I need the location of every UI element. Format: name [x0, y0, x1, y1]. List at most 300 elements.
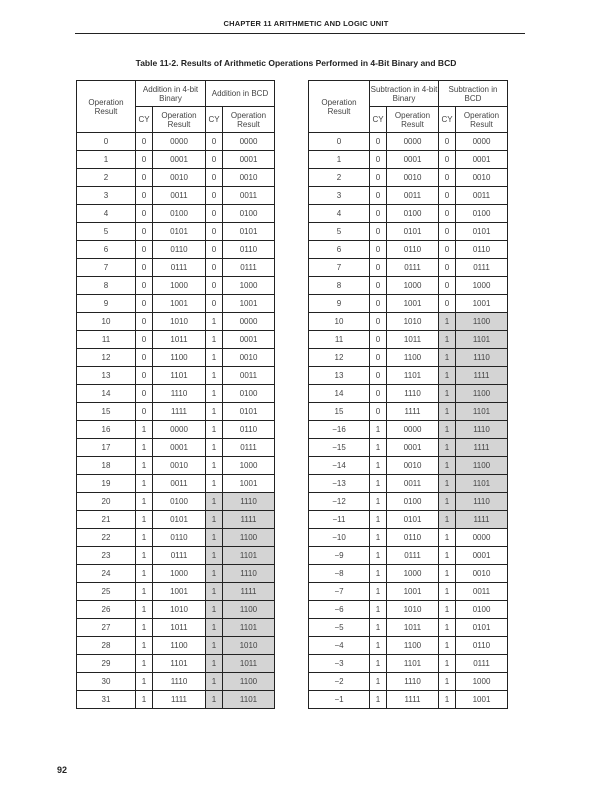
table-row: [77, 295, 275, 313]
table-row: [77, 529, 275, 547]
bcd-cy: 0: [439, 151, 456, 169]
binary-cy: 1: [370, 583, 387, 601]
binary-result: 1100: [387, 637, 439, 655]
binary-result: 0101: [387, 223, 439, 241]
row-result: 4: [309, 205, 370, 223]
bcd-cy: 1: [439, 691, 456, 709]
bcd-cy: 1: [439, 583, 456, 601]
bcd-cy: 1: [439, 349, 456, 367]
bcd-result: 0000: [223, 133, 275, 151]
bcd-result: 0110: [223, 421, 275, 439]
bcd-result: 0111: [223, 439, 275, 457]
row-result: 22: [77, 529, 136, 547]
binary-cy: 1: [136, 547, 153, 565]
binary-cy: 0: [136, 277, 153, 295]
binary-result: 1011: [153, 331, 206, 349]
row-result: 7: [77, 259, 136, 277]
table-row: [77, 277, 275, 295]
col-cy: CY: [136, 107, 153, 133]
bcd-cy: 1: [206, 601, 223, 619]
row-result: 27: [77, 619, 136, 637]
table-row: [77, 241, 275, 259]
binary-result: 0000: [387, 133, 439, 151]
table-row: [77, 655, 275, 673]
binary-cy: 0: [136, 169, 153, 187]
bcd-result: 1001: [223, 295, 275, 313]
binary-cy: 0: [370, 205, 387, 223]
bcd-cy: 1: [439, 313, 456, 331]
row-result: −5: [309, 619, 370, 637]
bcd-cy: 0: [439, 241, 456, 259]
bcd-cy: 0: [439, 295, 456, 313]
bcd-result: 1110: [223, 565, 275, 583]
row-result: −7: [309, 583, 370, 601]
row-result: 13: [77, 367, 136, 385]
page-number: 92: [57, 765, 68, 775]
binary-cy: 1: [136, 637, 153, 655]
binary-result: 0000: [153, 421, 206, 439]
row-result: 4: [77, 205, 136, 223]
bcd-result: 1001: [456, 691, 508, 709]
bcd-cy: 1: [206, 529, 223, 547]
binary-cy: 0: [370, 241, 387, 259]
bcd-result: 0100: [223, 205, 275, 223]
row-result: 17: [77, 439, 136, 457]
table-row: [77, 403, 275, 421]
row-result: 1: [309, 151, 370, 169]
binary-cy: 0: [136, 151, 153, 169]
row-result: 0: [309, 133, 370, 151]
binary-cy: 0: [136, 331, 153, 349]
table-row: [309, 673, 508, 691]
row-result: 10: [77, 313, 136, 331]
row-result: 15: [309, 403, 370, 421]
bcd-result: 0010: [456, 565, 508, 583]
binary-result: 1101: [387, 367, 439, 385]
row-result: 15: [77, 403, 136, 421]
bcd-cy: 0: [206, 223, 223, 241]
col-cy: CY: [370, 107, 387, 133]
binary-result: 1001: [387, 295, 439, 313]
subtraction-table: [308, 80, 508, 709]
bcd-result: 0011: [456, 583, 508, 601]
row-result: −6: [309, 601, 370, 619]
row-result: −1: [309, 691, 370, 709]
table-row: [309, 511, 508, 529]
row-result: 2: [77, 169, 136, 187]
bcd-result: 1100: [223, 529, 275, 547]
row-result: 10: [309, 313, 370, 331]
binary-cy: 1: [370, 439, 387, 457]
row-result: 25: [77, 583, 136, 601]
table-row: [309, 655, 508, 673]
bcd-cy: 1: [439, 601, 456, 619]
row-result: 28: [77, 637, 136, 655]
bcd-result: 0110: [456, 241, 508, 259]
table-row: [77, 565, 275, 583]
bcd-result: 1111: [223, 583, 275, 601]
binary-result: 0101: [387, 511, 439, 529]
bcd-cy: 0: [439, 223, 456, 241]
binary-result: 0011: [153, 187, 206, 205]
row-result: 9: [77, 295, 136, 313]
bcd-result: 0011: [223, 187, 275, 205]
binary-cy: 1: [370, 619, 387, 637]
binary-result: 1000: [153, 277, 206, 295]
bcd-cy: 1: [439, 619, 456, 637]
col-op-result: Operation Result: [387, 107, 439, 133]
col-operation-result: Operation Result: [77, 81, 136, 133]
bcd-cy: 1: [439, 331, 456, 349]
bcd-cy: 1: [206, 655, 223, 673]
bcd-result: 0101: [223, 403, 275, 421]
bcd-result: 0100: [456, 205, 508, 223]
bcd-cy: 1: [206, 619, 223, 637]
binary-result: 0011: [387, 475, 439, 493]
binary-result: 1010: [387, 601, 439, 619]
row-result: 18: [77, 457, 136, 475]
binary-cy: 0: [370, 133, 387, 151]
row-result: 8: [309, 277, 370, 295]
table-row: [309, 223, 508, 241]
binary-result: 1100: [153, 349, 206, 367]
bcd-result: 1001: [456, 295, 508, 313]
bcd-result: 1000: [456, 673, 508, 691]
table-row: [77, 637, 275, 655]
row-result: 12: [309, 349, 370, 367]
binary-result: 1010: [153, 601, 206, 619]
table-row: [309, 349, 508, 367]
binary-result: 1101: [387, 655, 439, 673]
table-row: [77, 187, 275, 205]
bcd-result: 0110: [456, 637, 508, 655]
bcd-cy: 0: [206, 241, 223, 259]
bcd-cy: 1: [206, 547, 223, 565]
binary-cy: 1: [136, 619, 153, 637]
col-op-result: Operation Result: [456, 107, 508, 133]
row-result: −12: [309, 493, 370, 511]
bcd-result: 0101: [456, 619, 508, 637]
bcd-result: 0001: [456, 151, 508, 169]
binary-cy: 0: [370, 187, 387, 205]
binary-result: 0001: [153, 439, 206, 457]
bcd-result: 1000: [223, 457, 275, 475]
bcd-cy: 0: [206, 151, 223, 169]
table-row: [309, 151, 508, 169]
bcd-cy: 1: [206, 349, 223, 367]
binary-result: 0100: [387, 205, 439, 223]
bcd-result: 1101: [223, 619, 275, 637]
binary-result: 1110: [153, 385, 206, 403]
bcd-result: 0111: [456, 655, 508, 673]
bcd-cy: 1: [206, 367, 223, 385]
row-result: 11: [77, 331, 136, 349]
row-result: 12: [77, 349, 136, 367]
row-result: 23: [77, 547, 136, 565]
table-row: [309, 133, 508, 151]
binary-result: 1001: [387, 583, 439, 601]
binary-result: 1001: [153, 295, 206, 313]
table-row: [77, 673, 275, 691]
table-row: [309, 277, 508, 295]
binary-result: 0111: [153, 547, 206, 565]
table-row: [77, 151, 275, 169]
bcd-result: 0111: [456, 259, 508, 277]
binary-result: 0100: [153, 205, 206, 223]
bcd-result: 0010: [223, 169, 275, 187]
bcd-cy: 1: [439, 493, 456, 511]
bcd-cy: 1: [439, 547, 456, 565]
bcd-result: 1110: [456, 349, 508, 367]
binary-result: 0000: [153, 133, 206, 151]
binary-result: 0100: [153, 493, 206, 511]
binary-result: 1111: [387, 403, 439, 421]
binary-cy: 1: [136, 583, 153, 601]
table-row: [309, 313, 508, 331]
bcd-cy: 1: [206, 691, 223, 709]
row-result: −4: [309, 637, 370, 655]
binary-cy: 0: [136, 349, 153, 367]
table-row: [309, 241, 508, 259]
row-result: 31: [77, 691, 136, 709]
bcd-cy: 1: [439, 529, 456, 547]
binary-result: 1011: [153, 619, 206, 637]
table-row: [309, 601, 508, 619]
bcd-result: 1100: [456, 313, 508, 331]
binary-result: 0001: [387, 151, 439, 169]
binary-result: 0110: [153, 529, 206, 547]
bcd-cy: 1: [439, 421, 456, 439]
table-row: [309, 583, 508, 601]
bcd-cy: 1: [206, 511, 223, 529]
row-result: 3: [77, 187, 136, 205]
binary-result: 1011: [387, 619, 439, 637]
binary-result: 1110: [387, 385, 439, 403]
row-result: −14: [309, 457, 370, 475]
row-result: 14: [77, 385, 136, 403]
table-row: [309, 493, 508, 511]
binary-result: 0000: [387, 421, 439, 439]
row-result: 8: [77, 277, 136, 295]
bcd-cy: 0: [206, 259, 223, 277]
bcd-result: 1101: [456, 403, 508, 421]
binary-result: 0110: [387, 529, 439, 547]
binary-cy: 0: [136, 403, 153, 421]
row-result: 0: [77, 133, 136, 151]
binary-result: 1011: [387, 331, 439, 349]
row-result: 11: [309, 331, 370, 349]
table-title: Table 11-2. Results of Arithmetic Operations Performed in 4-Bit Binary and BCD: [135, 58, 457, 68]
row-result: −11: [309, 511, 370, 529]
table-row: [77, 583, 275, 601]
binary-result: 0101: [153, 223, 206, 241]
binary-cy: 1: [370, 637, 387, 655]
binary-cy: 1: [136, 457, 153, 475]
binary-result: 1111: [153, 691, 206, 709]
binary-cy: 1: [136, 475, 153, 493]
binary-result: 1101: [153, 367, 206, 385]
binary-cy: 0: [370, 403, 387, 421]
bcd-cy: 0: [206, 187, 223, 205]
binary-result: 1111: [153, 403, 206, 421]
col-cy: CY: [439, 107, 456, 133]
binary-result: 1110: [153, 673, 206, 691]
binary-cy: 1: [370, 565, 387, 583]
table-row: [77, 601, 275, 619]
binary-cy: 1: [136, 439, 153, 457]
bcd-cy: 0: [206, 277, 223, 295]
table-row: [309, 547, 508, 565]
binary-result: 1111: [387, 691, 439, 709]
bcd-result: 1100: [223, 673, 275, 691]
bcd-result: 0000: [223, 313, 275, 331]
bcd-cy: 0: [439, 277, 456, 295]
table-row: [309, 403, 508, 421]
binary-cy: 0: [136, 133, 153, 151]
bcd-cy: 1: [439, 511, 456, 529]
table-row: [77, 547, 275, 565]
table-row: [309, 457, 508, 475]
table-row: [77, 169, 275, 187]
row-result: 24: [77, 565, 136, 583]
bcd-cy: 1: [206, 493, 223, 511]
bcd-result: 1101: [456, 331, 508, 349]
table-row: [77, 367, 275, 385]
bcd-result: 0101: [223, 223, 275, 241]
bcd-result: 1110: [456, 421, 508, 439]
bcd-cy: 1: [439, 439, 456, 457]
bcd-result: 0001: [223, 331, 275, 349]
binary-cy: 0: [136, 241, 153, 259]
row-result: 5: [77, 223, 136, 241]
table-row: [309, 619, 508, 637]
table-row: [309, 259, 508, 277]
row-result: 29: [77, 655, 136, 673]
binary-result: 1000: [153, 565, 206, 583]
bcd-cy: 1: [439, 457, 456, 475]
binary-cy: 0: [370, 313, 387, 331]
binary-cy: 1: [136, 511, 153, 529]
binary-cy: 0: [370, 151, 387, 169]
table-row: [77, 439, 275, 457]
col-group-bcd: Addition in BCD: [206, 81, 275, 107]
table-row: [309, 187, 508, 205]
bcd-cy: 1: [439, 673, 456, 691]
bcd-cy: 0: [206, 169, 223, 187]
binary-cy: 0: [136, 205, 153, 223]
binary-cy: 0: [136, 313, 153, 331]
bcd-cy: 1: [206, 313, 223, 331]
binary-cy: 0: [136, 295, 153, 313]
table-row: [309, 691, 508, 709]
binary-cy: 1: [136, 529, 153, 547]
binary-cy: 1: [136, 421, 153, 439]
binary-result: 0010: [387, 169, 439, 187]
row-result: −2: [309, 673, 370, 691]
bcd-cy: 0: [206, 133, 223, 151]
row-result: 21: [77, 511, 136, 529]
bcd-cy: 1: [206, 331, 223, 349]
bcd-result: 1111: [456, 511, 508, 529]
bcd-cy: 1: [439, 367, 456, 385]
binary-cy: 0: [370, 259, 387, 277]
binary-cy: 1: [370, 655, 387, 673]
row-result: 7: [309, 259, 370, 277]
bcd-result: 1111: [456, 367, 508, 385]
binary-result: 1101: [153, 655, 206, 673]
binary-cy: 0: [136, 187, 153, 205]
table-row: [309, 421, 508, 439]
table-row: [77, 385, 275, 403]
binary-cy: 1: [370, 475, 387, 493]
binary-result: 1100: [153, 637, 206, 655]
binary-cy: 1: [136, 655, 153, 673]
binary-cy: 1: [370, 421, 387, 439]
row-result: 13: [309, 367, 370, 385]
bcd-cy: 0: [206, 295, 223, 313]
bcd-cy: 1: [206, 439, 223, 457]
binary-result: 1010: [387, 313, 439, 331]
row-result: 30: [77, 673, 136, 691]
table-row: [309, 331, 508, 349]
bcd-result: 0001: [456, 547, 508, 565]
bcd-result: 0011: [223, 367, 275, 385]
col-cy: CY: [206, 107, 223, 133]
row-result: −8: [309, 565, 370, 583]
bcd-result: 0001: [223, 151, 275, 169]
table-row: [77, 205, 275, 223]
bcd-result: 0011: [456, 187, 508, 205]
bcd-result: 1101: [223, 547, 275, 565]
bcd-cy: 1: [206, 673, 223, 691]
bcd-result: 1001: [223, 475, 275, 493]
row-result: 3: [309, 187, 370, 205]
bcd-result: 1111: [456, 439, 508, 457]
binary-result: 1100: [387, 349, 439, 367]
chapter-header: CHAPTER 11 ARITHMETIC AND LOGIC UNIT: [223, 19, 389, 28]
binary-result: 0010: [153, 457, 206, 475]
table-row: [77, 421, 275, 439]
bcd-cy: 1: [206, 385, 223, 403]
bcd-cy: 0: [439, 169, 456, 187]
binary-result: 0101: [153, 511, 206, 529]
bcd-result: 1101: [456, 475, 508, 493]
binary-result: 1010: [153, 313, 206, 331]
bcd-cy: 1: [206, 565, 223, 583]
bcd-result: 0000: [456, 529, 508, 547]
table-row: [77, 223, 275, 241]
binary-cy: 1: [370, 529, 387, 547]
row-result: −9: [309, 547, 370, 565]
binary-result: 0001: [153, 151, 206, 169]
table-row: [77, 313, 275, 331]
row-result: −10: [309, 529, 370, 547]
binary-result: 0111: [153, 259, 206, 277]
row-result: 5: [309, 223, 370, 241]
binary-cy: 1: [370, 493, 387, 511]
binary-cy: 1: [370, 673, 387, 691]
binary-cy: 0: [370, 295, 387, 313]
binary-cy: 1: [370, 691, 387, 709]
binary-cy: 0: [370, 385, 387, 403]
table-row: [77, 331, 275, 349]
addition-table: [76, 80, 275, 709]
binary-result: 1000: [387, 565, 439, 583]
table-row: [309, 295, 508, 313]
table-row: [309, 439, 508, 457]
binary-cy: 1: [370, 547, 387, 565]
bcd-result: 1100: [456, 385, 508, 403]
